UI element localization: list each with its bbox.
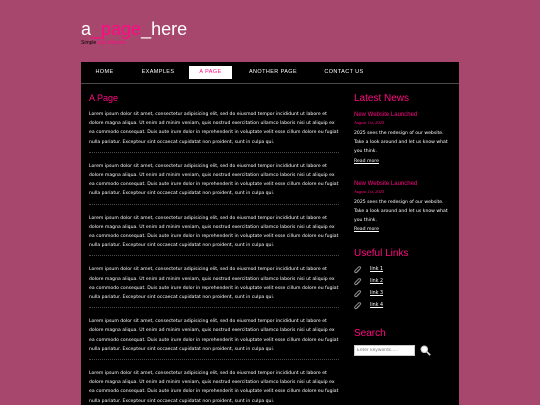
logo-part-3: _here [141,19,188,39]
useful-link[interactable] [354,288,454,300]
paragraph: Lorem ipsum dolor sit amet, consectetur adipisicing elit, sed do eiusmod tempor incididunt ut labore et dolore magna aliqua. Ut enim ad minim veniam, quis nostrud exercitation ullamco laboris nisi ut aliquip ex ea commodo consequat. Duis aute irure dolor in reprehenderit in voluptate velit esse cillum dolore eu fugiat nulla pariatur. Excepteur sint occaecat cupidatat non proident, sunt in culpa qui. [89,112,339,145]
read-more-link[interactable]: Read more [354,158,379,164]
nav-item-another-page[interactable]: ANOTHER PAGE [248,69,298,75]
logo-part-2: _page [91,19,142,39]
read-more-link[interactable]: Read more [354,227,379,233]
useful-link[interactable] [354,276,454,288]
useful-link-label[interactable]: link 1 [370,267,384,273]
news-body: 2025 sees the redesign of our website. Take a look around and let us know what you think. [354,131,448,155]
page-title: A Page [89,93,119,103]
useful-link-label[interactable]: link 4 [370,303,384,309]
sidebar [354,92,454,359]
tagline-part-2: and effective [96,40,126,46]
paperclip-icon [354,278,362,286]
paperclip-icon [354,290,362,298]
search-heading: Search [354,328,386,340]
paperclip-icon [354,302,362,310]
news-body: 2025 sees the redesign of our website. Take a look around and let us know what you think. [354,199,448,224]
paragraph: Lorem ipsum dolor sit amet, consectetur adipisicing elit, sed do eiusmod tempor incididunt ut labore et dolore magna aliqua. Ut enim ad minim veniam, quis nostrud exercitation ullamco laboris nisi ut aliquip ex ea commodo consequat. Duis aute irure dolor in reprehenderit in voluptate velit esse cillum dolore eu fugiat nulla pariatur. Excepteur sint occaecat cupidatat non proident, sunt in culpa qui. [89,267,339,301]
nav-item-a-page[interactable]: A PAGE [189,66,232,79]
useful-links-heading: Useful Links [354,248,409,260]
nav-item-contact-us[interactable]: CONTACT US [324,69,364,75]
news-title: New Website Launched [354,180,418,187]
paragraph: Lorem ipsum dolor sit amet, consectetur adipisicing elit, sed do eiusmod tempor incididunt ut labore et dolore magna aliqua. Ut enim ad minim veniam, quis nostrud exercitation ullamco laboris nisi ut aliquip ex ea commodo consequat. Duis aute irure dolor in reprehenderit in voluptate velit esse cillum dolore eu fugiat nulla pariatur. Excepteur sint occaecat cupidatat non proident, sunt in culpa qui. [89,215,339,249]
news-title: New Website Launched [354,112,418,118]
useful-link-label[interactable]: link 2 [370,279,384,285]
tagline-part-1: Simple [81,40,97,46]
paperclip-icon [354,266,362,274]
useful-links-list [354,264,454,312]
divider [89,204,339,205]
divider [89,307,339,308]
paragraph: Lorem ipsum dolor sit amet, consectetur adipisicing elit, sed do eiusmod tempor incididunt ut labore et dolore magna aliqua. Ut enim ad minim veniam, quis nostrud exercitation ullamco laboris nisi ut aliquip ex ea commodo consequat. Duis aute irure dolor in reprehenderit in voluptate velit esse cillum dolore eu fugiat nulla pariatur. Excepteur sint occaecat cupidatat non proident, sunt in culpa qui. [89,163,339,197]
useful-link[interactable] [354,300,454,312]
nav-item-home[interactable]: HOME [95,69,114,75]
main-nav [81,62,459,84]
site-logo[interactable] [81,18,187,40]
news-date: August 1st, 2025 [354,188,385,194]
content-panel [81,62,459,405]
nav-item-examples[interactable]: EXAMPLES [141,69,175,75]
logo-part-1: a [81,19,92,39]
divider [89,255,339,256]
divider [89,152,339,153]
news-date: August 1st, 2025 [354,120,385,125]
search-form [354,345,454,359]
latest-news-heading: Latest News [354,93,410,104]
site-tagline [81,40,126,46]
magnifier-icon[interactable] [420,345,431,356]
divider [89,359,339,360]
main-content [89,92,339,405]
search-input[interactable] [354,345,415,356]
news-item [354,111,454,166]
paragraph: Lorem ipsum dolor sit amet, consectetur adipisicing elit, sed do eiusmod tempor incididunt ut labore et dolore magna aliqua. Ut enim ad minim veniam, quis nostrud exercitation ullamco laboris nisi ut aliquip ex ea commodo consequat. Duis aute irure dolor in reprehenderit in voluptate velit esse cillum dolore eu fugiat nulla pariatur. Excepteur sint occaecat cupidatat non proident, sunt in culpa qui. [89,319,339,352]
useful-link[interactable] [354,264,454,276]
paragraph: Lorem ipsum dolor sit amet, consectetur adipisicing elit, sed do eiusmod tempor incididunt ut labore et dolore magna aliqua. Ut enim ad minim veniam, quis nostrud exercitation ullamco laboris nisi ut aliquip ex ea commodo consequat. Duis aute irure dolor in reprehenderit in voluptate velit esse cillum dolore eu fugiat nulla pariatur. Excepteur sint occaecat cupidatat non proident, sunt in culpa qui. [89,371,339,404]
useful-link-label[interactable]: link 3 [370,291,384,297]
news-item [354,180,454,235]
